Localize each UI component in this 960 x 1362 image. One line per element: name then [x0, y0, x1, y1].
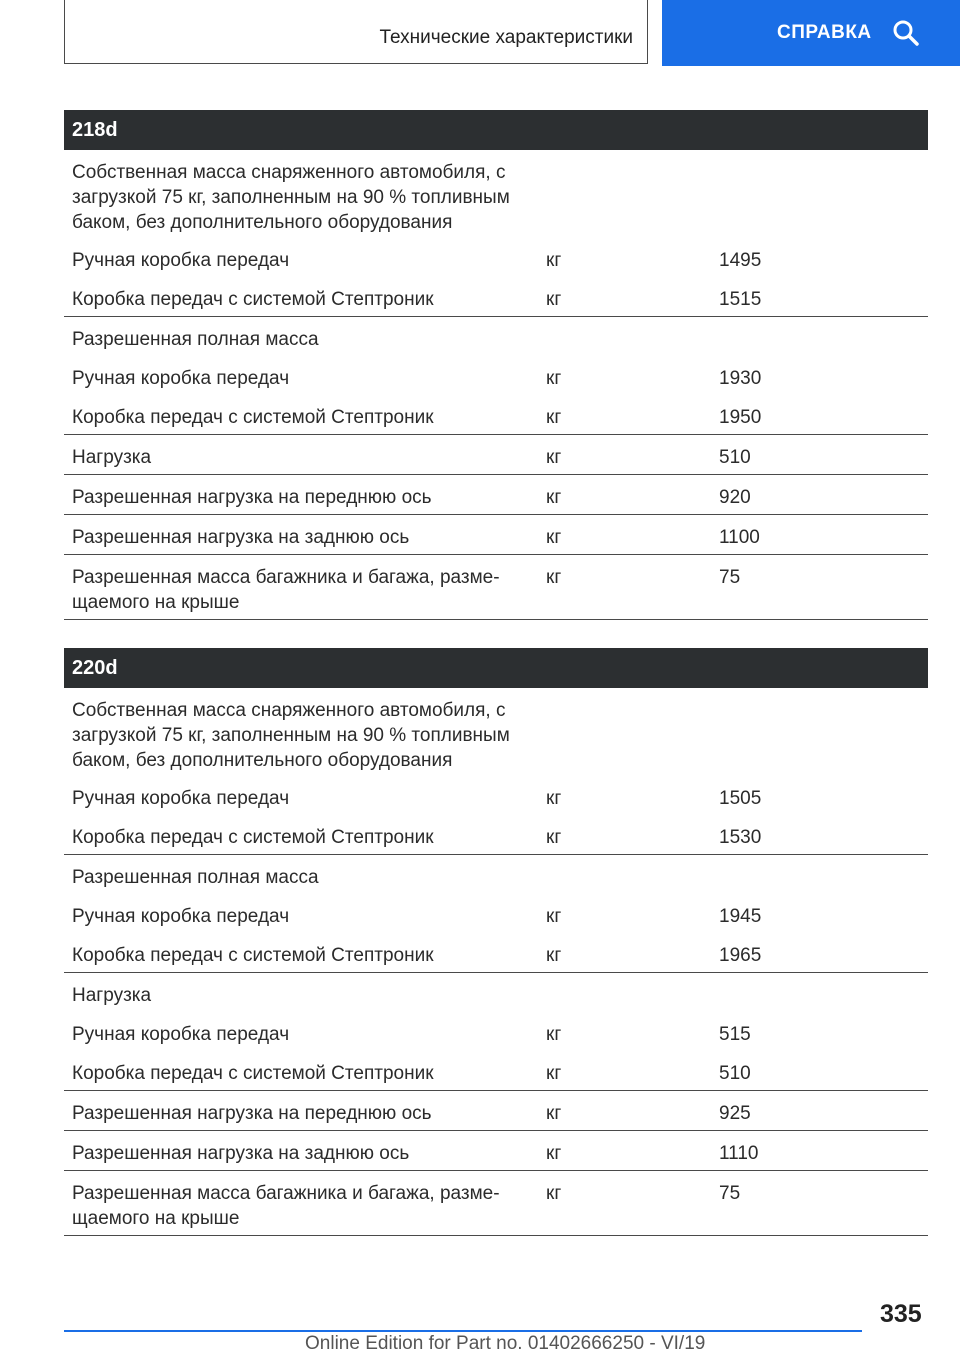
table-row	[64, 1051, 928, 1091]
row-label: Разрешенная полная масса	[72, 329, 319, 350]
row-unit: кг	[546, 1063, 562, 1084]
row-unit: кг	[546, 567, 562, 588]
table-row	[64, 555, 928, 620]
table-row	[64, 776, 928, 815]
table-row	[64, 855, 928, 894]
help-button[interactable]	[662, 0, 960, 66]
row-unit: кг	[546, 788, 562, 809]
row-label: Разрешенная полная масса	[72, 867, 319, 888]
row-unit: кг	[546, 487, 562, 508]
table-row	[64, 277, 928, 317]
section-header	[64, 0, 648, 64]
table-row	[64, 150, 928, 238]
row-value: 1505	[719, 788, 762, 809]
table-row	[64, 238, 928, 277]
row-value: 920	[719, 487, 751, 508]
row-label: Собственная масса снаряженного автомобиля, с загрузкой 75 кг, заполненным на 90 % топливным баком, без дополнительного оборудования	[72, 162, 510, 233]
row-label: Ручная коробка передач	[72, 788, 290, 809]
table-row	[64, 1012, 928, 1051]
table-heading: 218d	[64, 110, 928, 150]
table-row	[64, 1091, 928, 1131]
row-label: Коробка передач с системой Стептроник	[72, 289, 434, 310]
row-unit: кг	[546, 289, 562, 310]
row-value: 510	[719, 447, 751, 468]
row-label: Нагрузка	[72, 447, 152, 468]
row-label: Разрешенная масса багажника и багажа, разме-щаемого на крыше	[72, 1183, 500, 1229]
row-unit: кг	[546, 945, 562, 966]
table-row	[64, 515, 928, 555]
row-label: Коробка передач с системой Стептроник	[72, 945, 434, 966]
table-row	[64, 317, 928, 356]
table-row	[64, 435, 928, 475]
edition-text: Online Edition for Part no. 01402666250 - VI/19	[305, 1333, 706, 1354]
row-value: 1515	[719, 289, 762, 310]
row-value: 75	[719, 1183, 741, 1204]
row-label: Ручная коробка передач	[72, 250, 290, 271]
row-unit: кг	[546, 447, 562, 468]
row-unit: кг	[546, 1024, 562, 1045]
row-unit: кг	[546, 368, 562, 389]
section-title: Технические характеристики	[379, 27, 633, 48]
table-row	[64, 973, 928, 1012]
row-label: Коробка передач с системой Стептроник	[72, 407, 434, 428]
row-value: 1930	[719, 368, 762, 389]
row-label: Разрешенная масса багажника и багажа, разме-щаемого на крыше	[72, 567, 500, 613]
spec-table-220d	[64, 648, 928, 1236]
search-icon	[892, 19, 920, 47]
table-row	[64, 395, 928, 435]
row-unit: кг	[546, 1183, 562, 1204]
row-label: Разрешенная нагрузка на переднюю ось	[72, 1103, 432, 1124]
table-row	[64, 1131, 928, 1171]
row-unit: кг	[546, 827, 562, 848]
row-label: Ручная коробка передач	[72, 368, 290, 389]
row-value: 1530	[719, 827, 762, 848]
row-label: Разрешенная нагрузка на заднюю ось	[72, 1143, 410, 1164]
row-value: 1945	[719, 906, 762, 927]
table-row	[64, 1171, 928, 1236]
row-value: 75	[719, 567, 741, 588]
row-unit: кг	[546, 906, 562, 927]
row-unit: кг	[546, 527, 562, 548]
row-label: Разрешенная нагрузка на переднюю ось	[72, 487, 432, 508]
row-label: Разрешенная нагрузка на заднюю ось	[72, 527, 410, 548]
page-number: 335	[880, 1300, 922, 1328]
row-value: 1965	[719, 945, 762, 966]
row-label: Собственная масса снаряженного автомобиля, с загрузкой 75 кг, заполненным на 90 % топливным баком, без дополнительного оборудования	[72, 700, 510, 771]
table-row	[64, 688, 928, 776]
row-value: 1495	[719, 250, 762, 271]
row-unit: кг	[546, 250, 562, 271]
spec-table-218d	[64, 110, 928, 620]
table-row	[64, 356, 928, 395]
footer-divider	[64, 1330, 862, 1332]
row-value: 510	[719, 1063, 751, 1084]
row-label: Ручная коробка передач	[72, 906, 290, 927]
help-label: СПРАВКА	[777, 22, 872, 43]
row-unit: кг	[546, 1103, 562, 1124]
table-heading: 220d	[64, 648, 928, 688]
table-row	[64, 894, 928, 933]
row-value: 1110	[719, 1143, 759, 1164]
row-unit: кг	[546, 1143, 562, 1164]
row-label: Нагрузка	[72, 985, 152, 1006]
table-row	[64, 933, 928, 973]
table-row	[64, 815, 928, 855]
row-value: 515	[719, 1024, 751, 1045]
row-value: 1100	[719, 527, 760, 548]
row-label: Коробка передач с системой Стептроник	[72, 827, 434, 848]
row-label: Коробка передач с системой Стептроник	[72, 1063, 434, 1084]
row-value: 1950	[719, 407, 762, 428]
row-unit: кг	[546, 407, 562, 428]
table-row	[64, 475, 928, 515]
row-label: Ручная коробка передач	[72, 1024, 290, 1045]
row-value: 925	[719, 1103, 751, 1124]
